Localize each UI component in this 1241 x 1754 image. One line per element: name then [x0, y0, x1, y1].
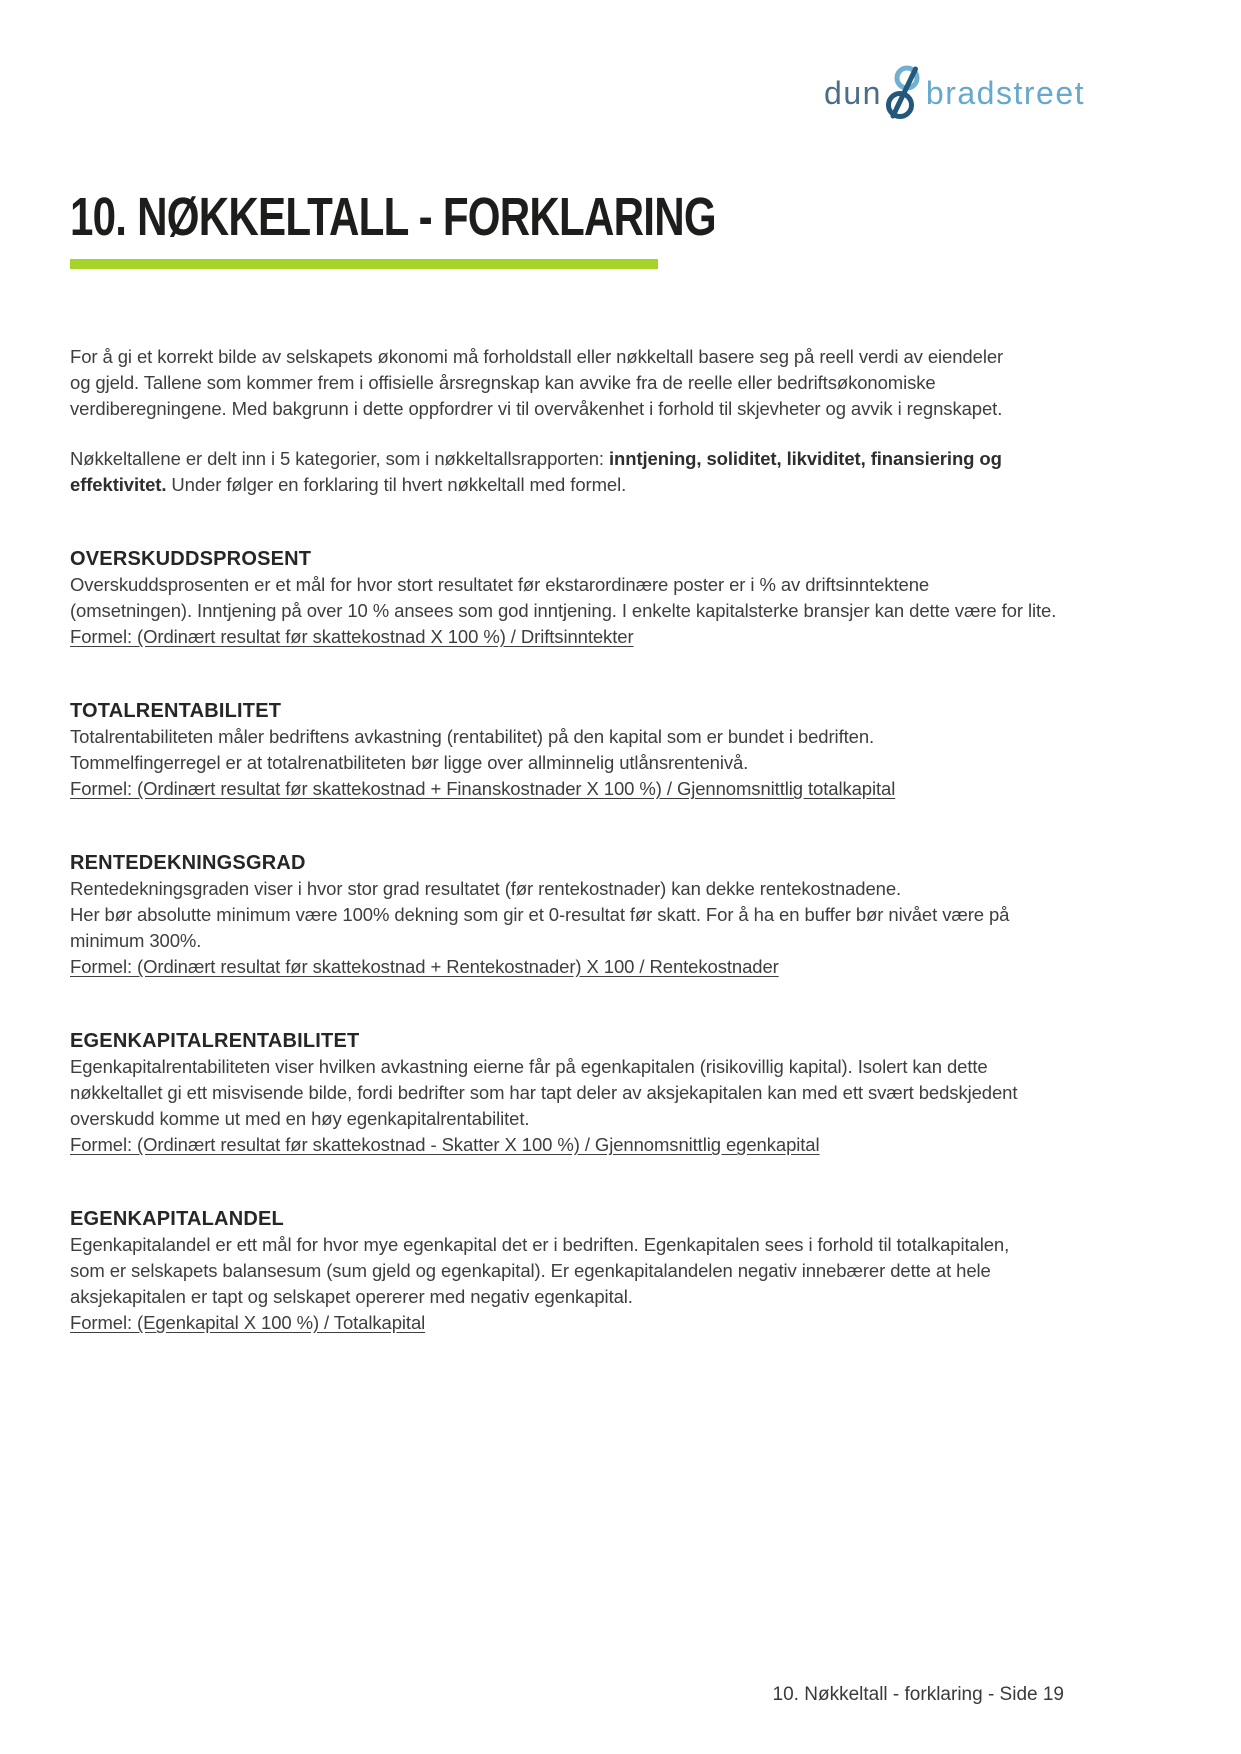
text-line: og gjeld. Tallene som kommer frem i offisielle årsregnskap kan avvike fra de reelle eller bedriftsøkonomiske	[70, 372, 936, 393]
text-line: For å gi et korrekt bilde av selskapets økonomi må forholdstall eller nøkkeltall basere seg på reell verdi av eiendeler	[70, 346, 1004, 367]
page-content	[70, 344, 1130, 1336]
page-title	[70, 186, 1170, 248]
text-segment-bold: effektivitet.	[70, 474, 167, 495]
text-line: Tommelfingerregel er at totalrenatbiliteten bør ligge over allminnelig utlånsrentenivå.	[70, 752, 749, 773]
text-line: Her bør absolutte minimum være 100% dekning som gir et 0-resultat før skatt. For å ha en buffer bør nivået være på	[70, 904, 1010, 925]
formula-line: Formel: (Ordinært resultat før skattekostnad - Skatter X 100 %) / Gjennomsnittlig egenkapital	[70, 1134, 820, 1155]
section-heading: EGENKAPITALRENTABILITET	[70, 1030, 360, 1052]
text-line: Overskuddsprosenten er et mål for hvor stort resultatet før ekstarordinære poster er i % av driftsinntektene	[70, 574, 930, 595]
page-footer: 10. Nøkkeltall - forklaring - Side 19	[772, 1684, 1064, 1705]
section-egenkapitalrentabilitet	[70, 1028, 1130, 1158]
formula-line: Formel: (Ordinært resultat før skattekostnad + Finanskostnader X 100 %) / Gjennomsnittlig totalkapital	[70, 778, 896, 799]
logo-text-dun: dun	[824, 75, 882, 111]
section-heading: TOTALRENTABILITET	[70, 700, 282, 722]
text-line: overskudd komme ut med en høy egenkapitalrentabilitet.	[70, 1108, 530, 1129]
section-heading: EGENKAPITALANDEL	[70, 1208, 284, 1230]
text-line	[70, 472, 1130, 498]
section-egenkapitalandel	[70, 1206, 1130, 1336]
logo-text-bradstreet: bradstreet	[925, 75, 1085, 111]
text-line: som er selskapets balansesum (sum gjeld og egenkapital). Er egenkapitalandelen negativ innebærer dette at hele	[70, 1260, 991, 1281]
text-segment: Nøkkeltallene er delt inn i 5 kategorier, som i nøkkeltallsrapporten:	[70, 448, 610, 469]
text-line: (omsetningen). Inntjening på over 10 % ansees som god inntjening. I enkelte kapitalsterke bransjer kan dette være for lite.	[70, 600, 1057, 621]
section-totalrentabilitet	[70, 698, 1130, 802]
text-line: verdiberegningene. Med bakgrunn i dette oppfordrer vi til overvåkenhet i forhold til skjevheter og avvik i regnskapet.	[70, 398, 1003, 419]
formula-line: Formel: (Ordinært resultat før skattekostnad X 100 %) / Driftsinntekter	[70, 626, 634, 647]
text-line: Rentedekningsgraden viser i hvor stor grad resultatet (før rentekostnader) kan dekke rentekostnadene.	[70, 878, 902, 899]
dun-bradstreet-logo	[824, 62, 1085, 125]
formula-line: Formel: (Ordinært resultat før skattekostnad + Rentekostnader) X 100 / Rentekostnader	[70, 956, 779, 977]
section-heading: RENTEDEKNINGSGRAD	[70, 852, 306, 874]
text-line: minimum 300%.	[70, 930, 202, 951]
title-accent-bar	[70, 259, 658, 269]
section-rentedekningsgrad	[70, 850, 1130, 980]
intro-paragraph-2	[70, 446, 1130, 498]
ampersand-icon	[884, 64, 924, 127]
text-line: Egenkapitalrentabiliteten viser hvilken avkastning eierne får på egenkapitalen (risikovillig kapital). Isolert kan dette	[70, 1056, 988, 1077]
intro-paragraph-1	[70, 344, 1130, 422]
text-segment-bold: inntjening, soliditet, likviditet, finansiering og	[609, 448, 1002, 469]
text-line: nøkkeltallet gi ett misvisende bilde, fordi bedrifter som har tapt deler av aksjekapitalen kan med ett svært bedskjedent	[70, 1082, 1018, 1103]
section-heading: OVERSKUDDSPROSENT	[70, 548, 312, 570]
text-line: Totalrentabiliteten måler bedriftens avkastning (rentabilitet) på den kapital som er bundet i bedriften.	[70, 726, 875, 747]
text-line: aksjekapitalen er tapt og selskapet opererer med negativ egenkapital.	[70, 1286, 633, 1307]
text-line: Egenkapitalandel er ett mål for hvor mye egenkapital det er i bedriften. Egenkapitalen sees i forhold til totalkapitalen,	[70, 1234, 1010, 1255]
section-overskuddsprosent	[70, 546, 1130, 650]
text-segment: Under følger en forklaring til hvert nøkkeltall med formel.	[166, 474, 627, 495]
text-line	[70, 446, 1130, 472]
formula-line: Formel: (Egenkapital X 100 %) / Totalkapital	[70, 1312, 426, 1333]
page-title-text: 10. NØKKELTALL - FORKLARING	[70, 187, 716, 247]
